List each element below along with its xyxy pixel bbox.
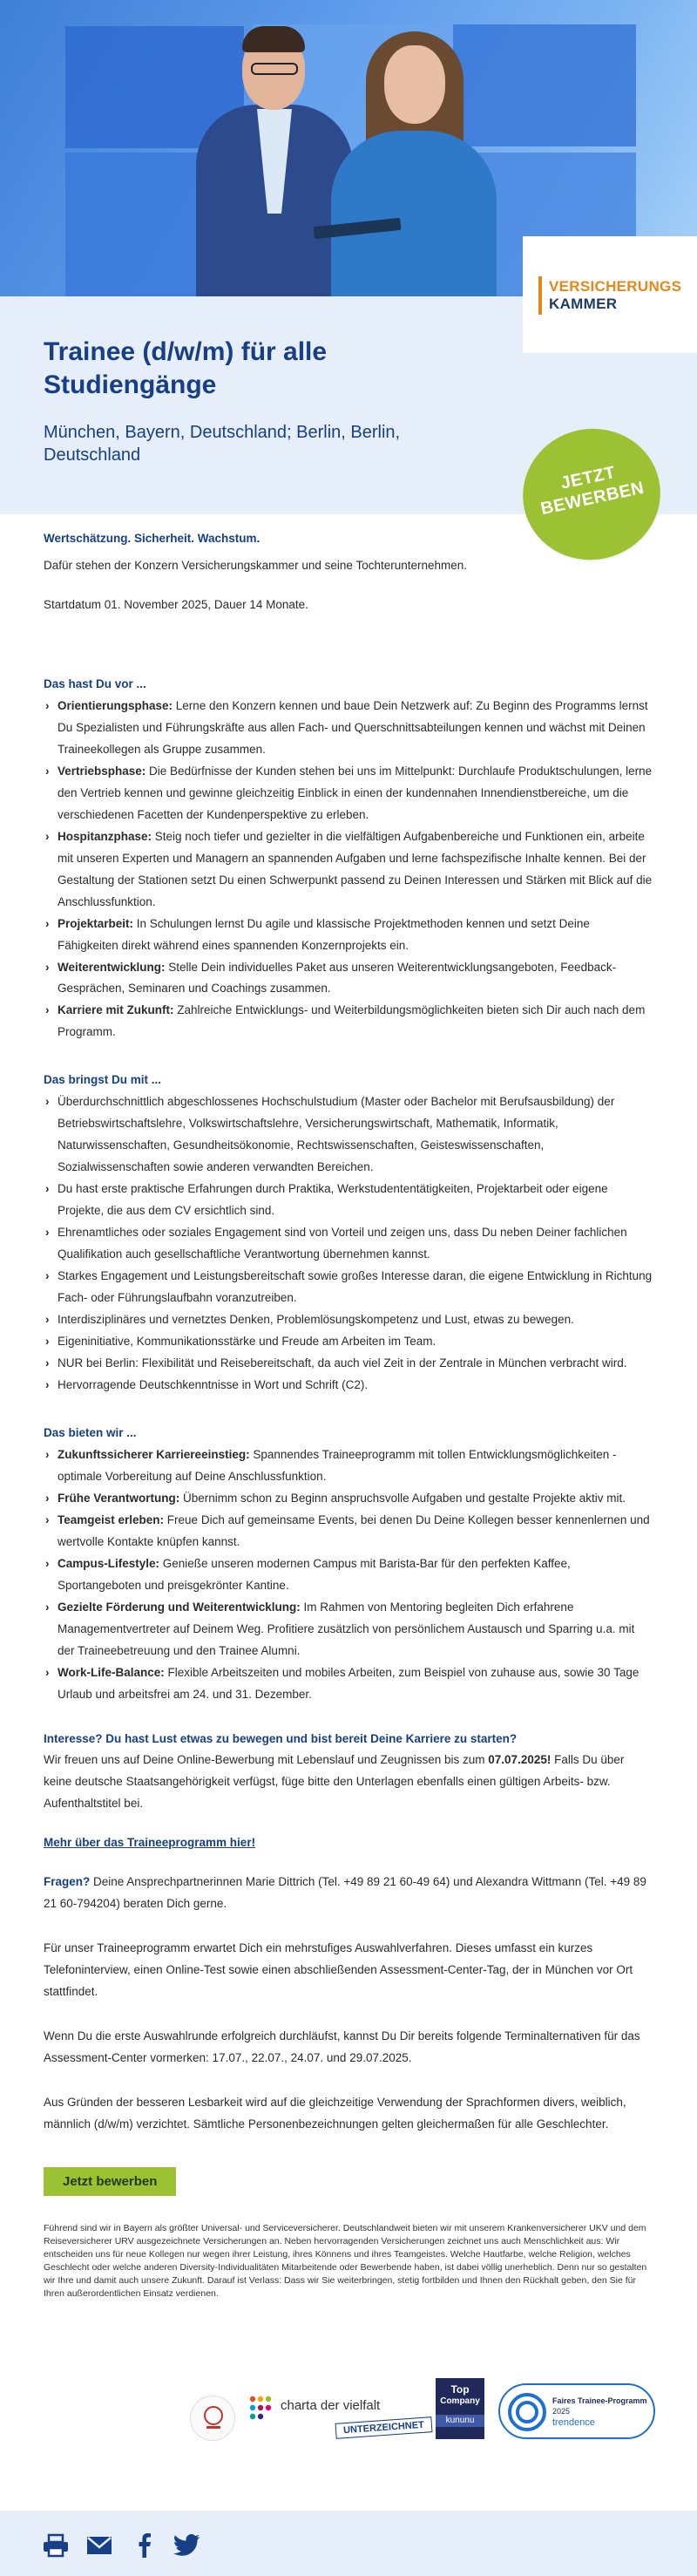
twitter-icon[interactable]	[173, 2533, 200, 2558]
woman-head	[384, 45, 445, 124]
list-item: › Projektarbeit: In Schulungen lernst Du agile und klassische Projektmethoden kennen und setzt Deine Fähigkeiten direkt während eines spannenden Konzernprojekts ein.	[44, 914, 653, 957]
intro-text: Dafür stehen der Konzern Versicherungskammer und seine Tochterunternehmen.	[44, 558, 468, 572]
deadline: 07.07.2025!	[488, 1753, 552, 1767]
list-item: › Orientierungsphase: Lerne den Konzern kennen und baue Dein Netzwerk auf: Zu Beginn des Programms lernst Du Spezialisten und Führungskräfte aus allen Fach- und Querschnittsabteilungen kennen und wächst mit Deinen Traineekollegen als Gruppe zusammen.	[44, 696, 653, 761]
list-item: › Vertriebsphase: Die Bedürfnisse der Kunden stehen bei uns im Mittelpunkt: Durchlaufe Produktschulungen, lerne den Vertrieb kennen und gewinne gleichzeitig Einblick in einen der kundennahen Innendienstbereiche, um die verschiedenen Facetten der Kundenperspektive zu erleben.	[44, 761, 653, 826]
list-item: › Karriere mit Zukunft: Zahlreiche Entwicklungs- und Weiterbildungsmöglichkeiten bieten sich Dir auch nach dem Programm.	[44, 1000, 653, 1043]
logo-line2: KAMMER	[549, 296, 618, 312]
company-statement: Führend sind wir in Bayern als größter Universal- und Serviceversicherer. Deutschlandweit bieten wir mit unserem Krankenversicherer UKV und dem Reiseversicherer URV ausgezeichnete Versicherungen an. Neben hervorragenden Versicherungen zeichnet uns auch Menschlichkeit aus: Wir entscheiden uns für neue Kollegen nur wegen ihrer Leistung, ihres Könnens und ihres Teamgeistes. Welche Hautfarbe, welche Religion, welches Geschlecht oder welche anderen Diversity-Individualitäten Mitarbeitende oder Bewerbende haben, ist dabei völlig unerheblich. Denn nur so gestalten wir Ihre und damit auch unsere Zukunft. Darauf ist Verlass: Dass wir Sie weiterbringen, stetig fortbilden und Ihnen den Rückhalt geben, den Sie für Ihren außerordentlichen Einsatz verdienen.	[44, 2223, 647, 2300]
list-item: › Starkes Engagement und Leistungsbereitschaft sowie großes Interesse daran, die eigene Entwicklung in Richtung Fach- oder Führungslaufbahn voranzutreiben.	[44, 1266, 653, 1309]
top-company-badge: Top Company kununu	[436, 2378, 484, 2439]
list-item: › Überdurchschnittlich abgeschlossenes Hochschulstudium (Master oder Bachelor mit Berufsausbildung) der Betriebswirtschaftslehre, Volkswirtschaftslehre, Versicherungswirtschaft, Mathematik, Informatik, Naturwissenschaften, Gesundheitsökonomie, Rechtswissenschaften, Geisteswissenschaften, Sozialwissenschaften sowie anderen verwandten Bereichen.	[44, 1091, 653, 1179]
charta-text: charta der vielfalt	[281, 2398, 381, 2413]
selection-process: Für unser Traineeprogramm erwartet Dich ein mehrstufiges Auswahlverfahren. Dieses umfasst ein kurzes Telefoninterview, einen Online-Test sowie einen abschließenden Assessment-Center-Tag, der in München vor Ort stattfindet.	[44, 1941, 633, 1999]
list-item: › Campus-Lifestyle: Genieße unseren modernen Campus mit Barista-Bar für den perfekten Kaffee, Sportangeboten und preisgekrönter Kantine.	[44, 1553, 653, 1597]
list-item: › Gezielte Förderung und Weiterentwicklung: Im Rahmen von Mentoring begleiten Dich erfahrene Managementvertreter auf Deinem Weg. Profitiere zusätzlich von persönlichem Austausch und Sparring u.a. mit der Traineebetreuung und den Trainee Alumni.	[44, 1597, 653, 1662]
section-heading: Das hast Du vor ...	[44, 676, 146, 690]
assessment-dates: Wenn Du die erste Auswahlrunde erfolgreich durchläufst, kannst Du Dir bereits folgende Terminalternativen für das Assessment-Center vormerken: 17.07., 22.07., 24.07. und 29.07.2025.	[44, 2029, 640, 2065]
print-icon[interactable]	[42, 2533, 70, 2558]
list-item: › NUR bei Berlin: Flexibilität und Reisebereitschaft, da auch viel Zeit in der Zentrale in München verbracht wird.	[44, 1353, 653, 1375]
tagline: Wertschätzung. Sicherheit. Wachstum.	[44, 532, 261, 545]
list-item: › Eigeninitiative, Kommunikationsstärke und Freude am Arbeiten im Team.	[44, 1331, 653, 1353]
list-item: › Hervorragende Deutschkenntnisse in Wort und Schrift (C2).	[44, 1375, 653, 1397]
award-seal-icon	[190, 2396, 235, 2441]
trendence-icon	[507, 2392, 547, 2432]
program-info-link[interactable]: Mehr über das Traineeprogramm hier!	[44, 1836, 256, 1850]
cta-text: Wir freuen uns auf Deine Online-Bewerbung mit Lebenslauf und Zeugnissen bis zum 07.07.2025! Falls Du über keine deutsche Staatsangehörigkeit verfügst, füge bitte den Unterlagen ebenfalls einen gültigen Arbeits- bzw. Aufenthaltstitel bei.	[44, 1753, 625, 1811]
job-location: München, Bayern, Deutschland; Berlin, Berlin, Deutschland	[44, 423, 401, 465]
logo-bar	[538, 276, 542, 315]
list-item: › Ehrenamtliches oder soziales Engagement sind von Vorteil und zeigen uns, dass Du neben Deiner fachlichen Qualifikation auch gesellschaftliche Verantwortung übernehmen kannst.	[44, 1222, 653, 1266]
charta-dots-icon	[248, 2394, 278, 2429]
contact-info: Fragen? Deine Ansprechpartnerinnen Marie Dittrich (Tel. +49 89 21 60-49 64) und Alexandra Wittmann (Tel. +49 89 21 60-794204) beraten Dich gerne.	[44, 1875, 646, 1911]
start-date: Startdatum 01. November 2025, Dauer 14 Monate.	[44, 597, 308, 611]
company-logo[interactable]	[523, 236, 697, 353]
list-item: › Teamgeist erleben: Freue Dich auf gemeinsame Events, bei denen Du Deine Kollegen besser kennenlernen und wertvolle Kontakte knüpfen kannst.	[44, 1510, 653, 1553]
glasses	[251, 63, 298, 75]
benefits-list	[44, 1444, 653, 1706]
section-heading: Das bringst Du mit ...	[44, 1073, 162, 1087]
woman-figure	[331, 131, 497, 296]
list-item: › Du hast erste praktische Erfahrungen durch Praktika, Werkstudententätigkeiten, Projektarbeit oder eigene Projekte, die aus dem CV ersichtlich sind.	[44, 1179, 653, 1222]
mail-icon[interactable]	[85, 2533, 113, 2558]
apply-badge-button[interactable]: JETZT BEWERBEN	[511, 416, 673, 573]
award-logos	[183, 2378, 671, 2448]
list-item: › Work-Life-Balance: Flexible Arbeitszeiten und mobiles Arbeiten, zum Beispiel von zuhause aus, sowie 30 Tage Urlaub und arbeitsfrei am 24. und 31. Dezember.	[44, 1662, 653, 1706]
list-item: › Hospitanzphase: Steig noch tiefer und gezielter in die vielfältigen Aufgabenbereiche und Funktionen ein, arbeite mit unseren Experten und Managern an spannenden Aufgaben und lerne fachspezifische Inhalte kennen. Bei der Gestaltung der Stationen setzt Du einen Schwerpunkt passend zu Deinen Interessen und Stärken mit Blick auf die Anschlussfunktion.	[44, 826, 653, 914]
gender-note: Aus Gründen der besseren Lesbarkeit wird auf die gleichzeitige Verwendung der Sprachformen divers, weiblich, männlich (d/w/m) verzichtet. Sämtliche Personenbezeichnungen gelten gleichermaßen für alle Geschlechter.	[44, 2096, 626, 2131]
charta-signed-stamp: UNTERZEICHNET	[335, 2416, 433, 2439]
section-heading: Das bieten wir ...	[44, 1425, 137, 1439]
man-hair	[242, 26, 305, 52]
cta-question: Interesse? Du hast Lust etwas zu bewegen und bist bereit Deine Karriere zu starten?	[44, 1731, 518, 1745]
logo-line1: VERSICHERUNGS	[549, 278, 682, 295]
trendence-badge: Faires Trainee-Programm 2025 trendence	[498, 2383, 655, 2439]
list-item: › Zukunftssicherer Karriereeinstieg: Spannendes Traineeprogramm mit tollen Entwicklungsmöglichkeiten - optimale Vorbereitung auf Deine Anschlussfunktion.	[44, 1444, 653, 1488]
facebook-icon[interactable]	[131, 2533, 159, 2558]
requirements-list	[44, 1091, 653, 1397]
list-item: › Weiterentwicklung: Stelle Dein individuelles Paket aus unseren Weiterentwicklungsangeboten, Feedback-Gesprächen, Seminaren und Coachings zusammen.	[44, 957, 653, 1001]
list-item: › Frühe Verantwortung: Übernimm schon zu Beginn anspruchsvolle Aufgaben und gestalte Projekte aktiv mit.	[44, 1488, 653, 1510]
hero-panel	[453, 24, 636, 146]
list-item: › Interdisziplinäres und vernetztes Denken, Problemlösungskompetenz und Lust, etwas zu bewegen.	[44, 1309, 653, 1331]
tasks-list	[44, 696, 653, 1044]
apply-button[interactable]: Jetzt bewerben	[44, 2167, 176, 2196]
job-title: Trainee (d/w/m) für alle Studiengänge	[44, 337, 328, 399]
job-content	[44, 523, 653, 2301]
